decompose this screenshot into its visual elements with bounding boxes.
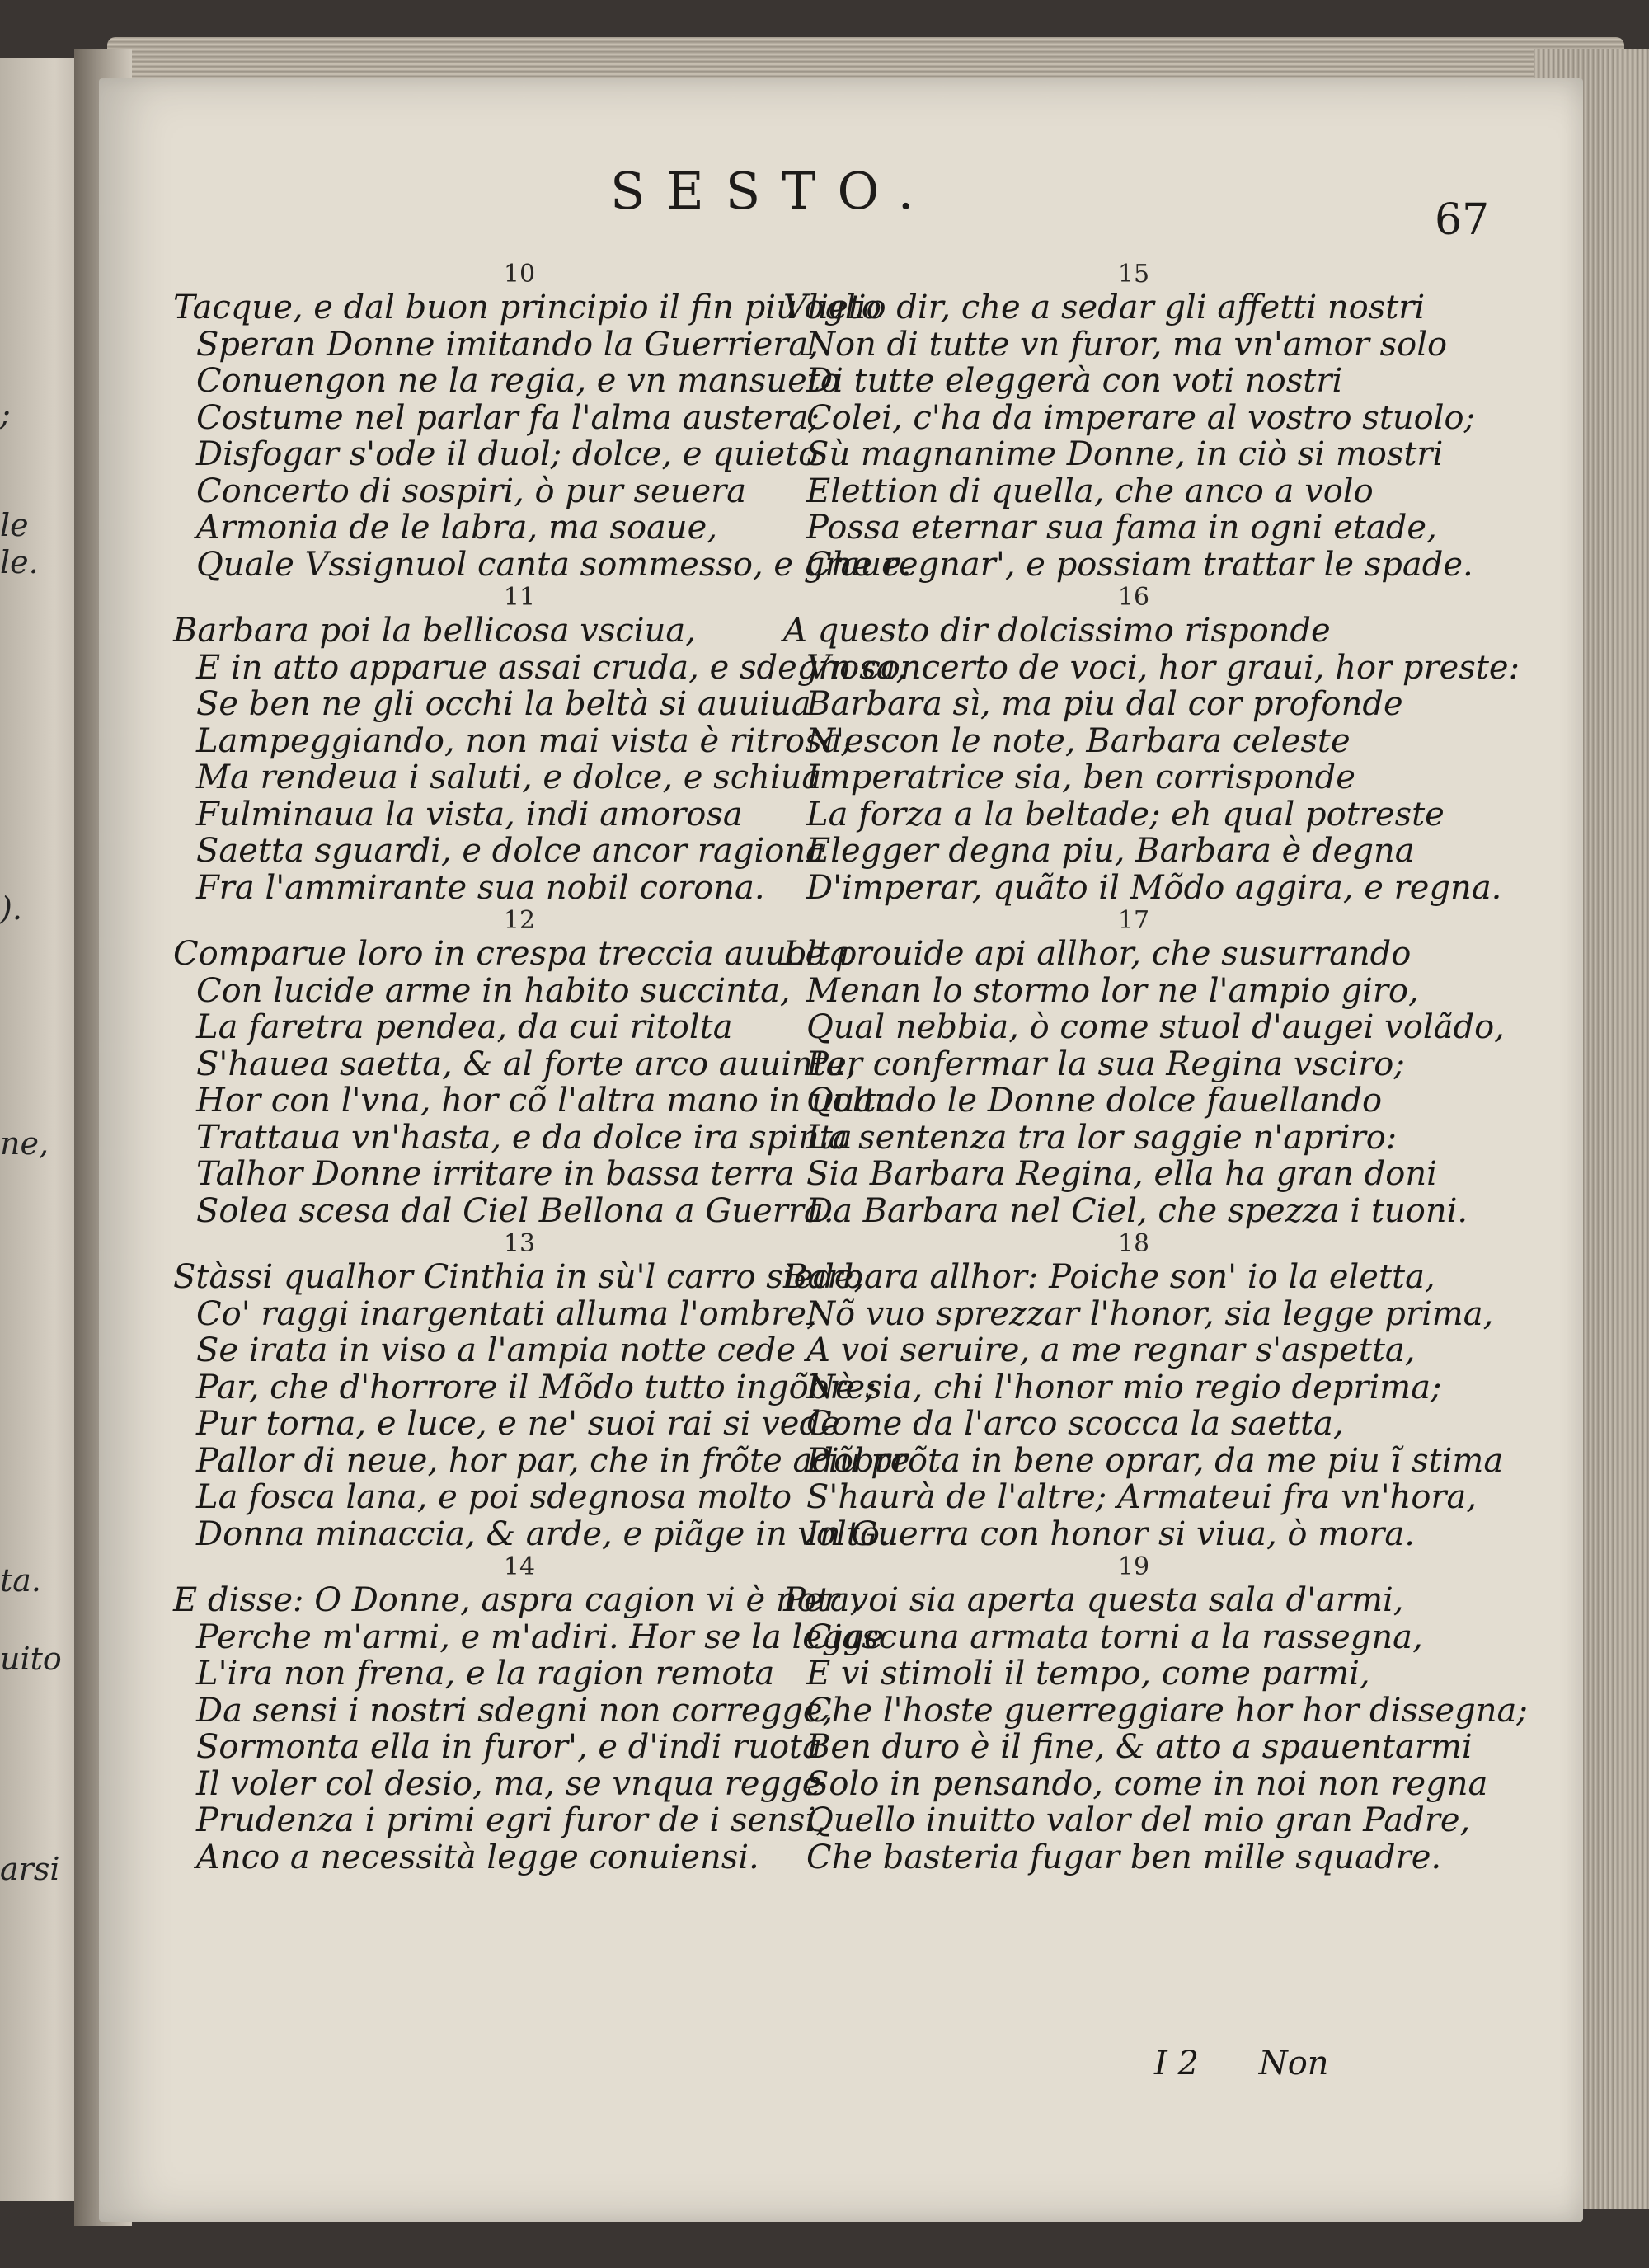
stanza-number: 14 <box>503 1552 536 1581</box>
verse-line: Possa eternar sua fama in ogni etade, <box>806 509 1437 547</box>
stanza-number: 19 <box>1117 1552 1150 1581</box>
facing-page-fragment: ). <box>0 890 22 927</box>
stanza-number: 13 <box>503 1229 536 1258</box>
verse-line: Con lucide arme in habito succinta, <box>196 971 791 1010</box>
verse-line: Anco a necessità legge conuiensi. <box>196 1838 759 1876</box>
verse-line: Nõ vuo sprezzar l'honor, sia legge prima, <box>806 1294 1494 1333</box>
verse-line: Comparue loro in crespa treccia auuolta <box>173 935 850 973</box>
facing-page-fragment: le <box>0 507 29 543</box>
verse-line: Che regnar', e possiam trattar le spade. <box>806 545 1473 584</box>
facing-page-fragment: ; <box>0 396 11 432</box>
facing-page-fragment: uito <box>0 1641 62 1677</box>
stanza-number: 15 <box>1117 260 1150 289</box>
stanza <box>783 906 1505 1230</box>
facing-page-fragment: arsi <box>0 1851 60 1887</box>
stanza-number: 12 <box>503 906 536 935</box>
verse-line: Ben duro è il fine, & atto a spauentarmi <box>806 1728 1473 1766</box>
stanza-number: 18 <box>1117 1229 1150 1258</box>
verse-line: Donna minaccia, & arde, e piãge in volto. <box>196 1514 890 1553</box>
stanza <box>173 260 912 584</box>
verse-line: La fosca lana, e poi sdegnosa molto <box>196 1478 792 1516</box>
verse-line: La sentenza tra lor saggie n'apriro: <box>806 1118 1398 1157</box>
facing-page-fragment: ta. <box>0 1562 42 1599</box>
verse-line: Disfogar s'ode il duol; dolce, e quieto <box>196 435 819 473</box>
verse-line: Da sensi i nostri sdegni non corregge, <box>196 1691 834 1730</box>
verse-line: Armonia de le labra, ma soaue, <box>196 509 718 547</box>
verse-line: Talhor Donne irritare in bassa terra <box>196 1155 795 1193</box>
verse-line: Solo in pensando, come in noi non regna <box>806 1764 1488 1803</box>
verse-line: Costume nel parlar fa l'alma austera; <box>196 398 820 437</box>
verse-line: Elegger degna piu, Barbara è degna <box>806 832 1415 870</box>
verse-line: Speran Donne imitando la Guerriera, <box>196 325 819 364</box>
verse-line: Lampeggiando, non mai vista è ritrosa; <box>196 721 853 760</box>
verse-line: A voi seruire, a me regnar s'aspetta, <box>806 1331 1416 1369</box>
facing-page-fragment: ne, <box>0 1125 49 1162</box>
stanza <box>783 1229 1504 1553</box>
verse-line: Stàssi qualhor Cinthia in sù'l carro siede, <box>173 1258 865 1296</box>
stanza-number: 16 <box>1117 583 1150 612</box>
verse-line: Saetta sguardi, e dolce ancor ragiona <box>196 832 825 870</box>
verse-line: Fra l'ammirante sua nobil corona. <box>196 868 765 907</box>
verse-line: La faretra pendea, da cui ritolta <box>196 1008 733 1046</box>
stanza <box>783 583 1520 907</box>
verse-line: Se ben ne gli occhi la beltà si auuiua <box>196 685 811 723</box>
verse-line: A questo dir dolcissimo risponde <box>783 612 1331 650</box>
verse-line: Sù magnanime Donne, in ciò si mostri <box>806 435 1444 473</box>
verse-line: Che l'hoste guerreggiare hor hor dissegna; <box>806 1691 1528 1730</box>
verse-line: Sormonta ella in furor', e d'indi ruota <box>196 1728 822 1766</box>
verse-line: Che basteria fugar ben mille squadre. <box>806 1838 1442 1876</box>
verse-line: Pur torna, e luce, e ne' suoi rai si vede <box>196 1405 840 1443</box>
verse-line: Qual nebbia, ò come stuol d'augei volãdo, <box>806 1008 1505 1046</box>
verse-line: Concerto di sospiri, ò pur seuera <box>196 472 747 510</box>
verse-line: Imperatrice sia, ben corrisponde <box>806 758 1355 796</box>
verse-line: S'haurà de l'altre; Armateui fra vn'hora, <box>806 1478 1478 1516</box>
verse-line: Sia Barbara Regina, ella ha gran doni <box>806 1155 1437 1193</box>
verse-line: Conuengon ne la regia, e vn mansueto <box>196 362 840 400</box>
verse-line: Par, che d'horrore il Mõdo tutto ingõbre; <box>196 1368 876 1406</box>
verse-line: Prudenza i primi egri furor de i sensi, <box>196 1801 826 1839</box>
stanza <box>173 906 896 1230</box>
verse-line: Barbara allhor: Poiche son' io la eletta, <box>783 1258 1435 1296</box>
verse-line: Se irata in viso a l'ampia notte cede <box>196 1331 796 1369</box>
verse-line: Quale Vssignuol canta sommesso, e graue. <box>196 545 912 584</box>
signature-mark: I 2 <box>1154 2045 1199 2083</box>
stanza <box>173 1229 910 1553</box>
verse-line: Quando le Donne dolce fauellando <box>806 1082 1383 1120</box>
verse-line: N'escon le note, Barbara celeste <box>806 721 1351 760</box>
verse-line: Fulminaua la vista, indi amorosa <box>196 795 743 833</box>
verse-line: D'imperar, quãto il Mõdo aggira, e regna. <box>806 868 1502 907</box>
stanza-number: 11 <box>503 583 536 612</box>
verse-line: Nè sia, chi l'honor mio regio deprima; <box>806 1368 1442 1406</box>
verse-line: Trattaua vn'hasta, e da dolce ira spinta <box>196 1118 853 1157</box>
facing-page-fragment: le. <box>0 544 39 580</box>
stanza-number: 17 <box>1117 906 1150 935</box>
right-column <box>783 260 1528 1876</box>
footer <box>1154 2045 1379 2083</box>
stanza-number: 10 <box>503 260 536 289</box>
verse-line: Piu prõta in bene oprar, da me piu ĩ stima <box>806 1441 1504 1480</box>
verse-line: Colei, c'ha da imperare al vostro stuolo; <box>806 398 1476 437</box>
verse-line: Ciascuna armata torni a la rassegna, <box>806 1618 1423 1656</box>
running-title: SESTO. <box>610 161 936 221</box>
verse-line: Non di tutte vn furor, ma vn'amor solo <box>806 325 1448 364</box>
verse-line: Barbara sì, ma piu dal cor profonde <box>806 685 1403 723</box>
verse-line: La forza a la beltade; eh qual potreste <box>806 795 1445 833</box>
verse-line: Co' raggi inargentati alluma l'ombre, <box>196 1294 817 1333</box>
verse-line: Hor con l'vna, hor cõ l'altra mano in uolta <box>196 1082 896 1120</box>
book-page <box>99 78 1583 2222</box>
stanza <box>173 583 907 907</box>
verse-line: Di tutte eleggerà con voti nostri <box>806 362 1343 400</box>
verse-line: Quello inuitto valor del mio gran Padre, <box>806 1801 1471 1839</box>
verse-line: Per confermar la sua Regina vsciro; <box>806 1045 1405 1083</box>
verse-line: Solea scesa dal Ciel Bellona a Guerra. <box>196 1191 834 1230</box>
verse-line: L'ira non frena, e la ragion remota <box>196 1655 775 1693</box>
verse-line: Elettion di quella, che anco a volo <box>806 472 1374 510</box>
verse-line: E vi stimoli il tempo, come parmi, <box>806 1655 1370 1693</box>
verse-line: Voglio dir, che a sedar gli affetti nostri <box>783 289 1426 326</box>
verse-line: Pallor di neue, hor par, che in frõte adõbre <box>196 1441 910 1480</box>
left-column <box>173 260 912 1876</box>
verse-line: Da Barbara nel Ciel, che spezza i tuoni. <box>806 1191 1468 1230</box>
verse-line: Perche m'armi, e m'adiri. Hor se la legge <box>196 1618 884 1656</box>
verse-line: In Guerra con honor si viua, ò mora. <box>806 1514 1415 1553</box>
catchword: Non <box>1258 2045 1329 2083</box>
verse-line: Vn concerto de voci, hor graui, hor preste: <box>806 648 1520 687</box>
verse-line: S'hauea saetta, & al forte arco auuinta, <box>196 1045 857 1083</box>
verse-line: Per voi sia aperta questa sala d'armi, <box>783 1581 1404 1619</box>
verse-line: Barbara poi la bellicosa vsciua, <box>173 612 696 650</box>
verse-line: Tacque, e dal buon principio il fin piu lieto <box>173 289 881 326</box>
verse-line: E in atto apparue assai cruda, e sdegnosa, <box>196 648 907 687</box>
stanza <box>783 260 1484 583</box>
verse-line: Le prouide api allhor, che susurrando <box>783 935 1412 973</box>
stanza <box>783 1552 1528 1876</box>
page-number: 67 <box>1435 195 1490 245</box>
verse-line: Come da l'arco scocca la saetta, <box>806 1405 1344 1443</box>
verse-line: E disse: O Donne, aspra cagion vi è nota, <box>173 1581 861 1619</box>
verse-line: Ma rendeua i saluti, e dolce, e schiua <box>196 758 822 796</box>
verse-line: Il voler col desio, ma, se vnqua regge <box>196 1764 822 1803</box>
verse-line: Menan lo stormo lor ne l'ampio giro, <box>806 971 1419 1010</box>
stanza <box>173 1552 884 1876</box>
